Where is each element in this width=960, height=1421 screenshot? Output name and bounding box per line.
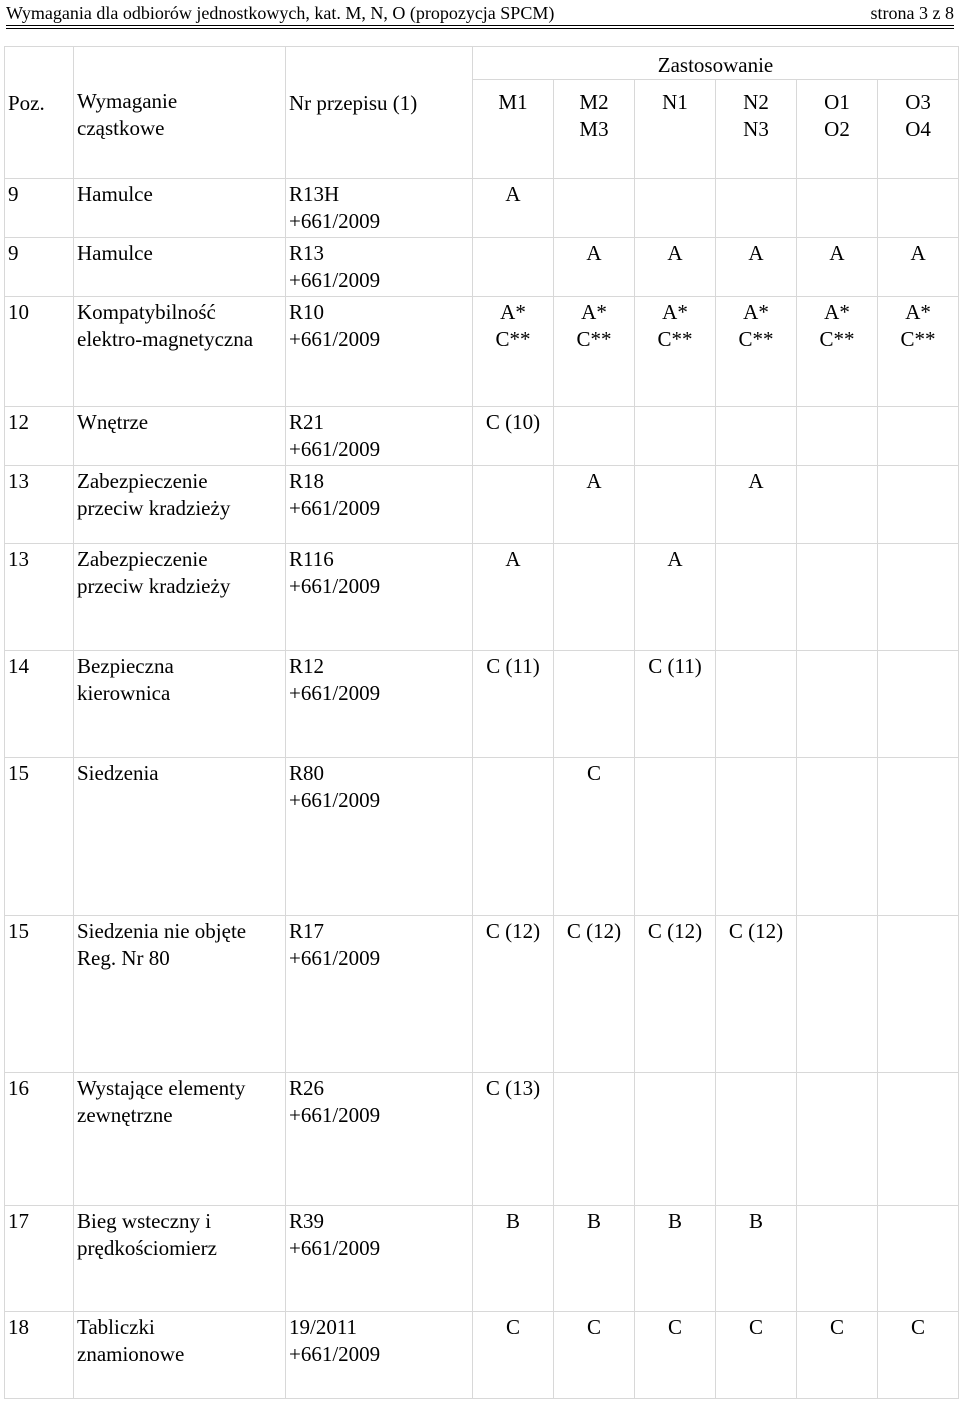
row-requirement: Wystające elementy zewnętrzne	[74, 1073, 286, 1206]
row-application-cell	[878, 758, 959, 916]
row-application-cell	[554, 544, 635, 651]
row-pos: 10	[5, 297, 74, 407]
row-application-cell	[635, 758, 716, 916]
row-application-cell	[716, 651, 797, 758]
row-application-cell	[716, 544, 797, 651]
row-regulation: R17 +661/2009	[286, 916, 473, 1073]
row-requirement: Bezpieczna kierownica	[74, 651, 286, 758]
row-application-cell	[716, 758, 797, 916]
row-pos: 17	[5, 1206, 74, 1312]
table-row	[5, 1312, 959, 1399]
row-application-cell: A* C**	[554, 297, 635, 407]
row-application-cell	[797, 544, 878, 651]
header-category: N1	[635, 80, 716, 179]
row-application-cell	[716, 407, 797, 466]
row-regulation: R26 +661/2009	[286, 1073, 473, 1206]
row-requirement: Tabliczki znamionowe	[74, 1312, 286, 1399]
row-application-cell	[797, 407, 878, 466]
row-application-cell: A* C**	[473, 297, 554, 407]
row-application-cell: A* C**	[797, 297, 878, 407]
row-requirement: Siedzenia	[74, 758, 286, 916]
header-regulation: Nr przepisu (1)	[286, 47, 473, 179]
row-application-cell: A	[473, 179, 554, 238]
row-application-cell: B	[716, 1206, 797, 1312]
row-application-cell	[797, 1073, 878, 1206]
row-application-cell	[635, 466, 716, 544]
row-application-cell	[878, 916, 959, 1073]
table-row	[5, 466, 959, 544]
row-application-cell: C (11)	[473, 651, 554, 758]
table-row	[5, 1073, 959, 1206]
header-category: N2 N3	[716, 80, 797, 179]
row-application-cell	[878, 1206, 959, 1312]
row-application-cell: A	[878, 238, 959, 297]
row-application-cell: A	[635, 544, 716, 651]
row-pos: 12	[5, 407, 74, 466]
table-row	[5, 1206, 959, 1312]
row-application-cell: A* C**	[878, 297, 959, 407]
row-application-cell	[878, 407, 959, 466]
row-application-cell	[878, 179, 959, 238]
row-application-cell	[797, 758, 878, 916]
table-body	[5, 179, 959, 1399]
row-application-cell: C	[797, 1312, 878, 1399]
row-application-cell: C	[635, 1312, 716, 1399]
table-row	[5, 179, 959, 238]
row-application-cell: C (12)	[554, 916, 635, 1073]
row-pos: 16	[5, 1073, 74, 1206]
page-number: strona 3 z 8	[870, 3, 954, 23]
row-application-cell: A* C**	[716, 297, 797, 407]
row-application-cell	[797, 466, 878, 544]
row-application-cell: C (12)	[716, 916, 797, 1073]
header-category: M1	[473, 80, 554, 179]
row-pos: 9	[5, 179, 74, 238]
row-pos: 13	[5, 544, 74, 651]
row-requirement: Hamulce	[74, 238, 286, 297]
table-row	[5, 238, 959, 297]
row-application-cell	[635, 179, 716, 238]
row-application-cell	[554, 407, 635, 466]
row-application-cell: C	[554, 1312, 635, 1399]
row-application-cell	[878, 651, 959, 758]
row-regulation: R13 +661/2009	[286, 238, 473, 297]
row-regulation: R39 +661/2009	[286, 1206, 473, 1312]
header-application: Zastosowanie	[473, 47, 959, 80]
row-application-cell: A* C**	[635, 297, 716, 407]
row-application-cell: C (10)	[473, 407, 554, 466]
row-regulation: R12 +661/2009	[286, 651, 473, 758]
row-regulation: R10 +661/2009	[286, 297, 473, 407]
row-pos: 13	[5, 466, 74, 544]
table-row	[5, 651, 959, 758]
header-rule	[6, 25, 954, 26]
header-category: M2 M3	[554, 80, 635, 179]
row-application-cell	[716, 1073, 797, 1206]
row-regulation: R80 +661/2009	[286, 758, 473, 916]
row-application-cell: C	[716, 1312, 797, 1399]
header-requirement: Wymaganie cząstkowe	[74, 47, 286, 179]
row-application-cell: C (13)	[473, 1073, 554, 1206]
row-regulation: 19/2011 +661/2009	[286, 1312, 473, 1399]
row-requirement: Kompatybilność elektro-magnetyczna	[74, 297, 286, 407]
row-application-cell: B	[473, 1206, 554, 1312]
row-application-cell	[635, 1073, 716, 1206]
row-application-cell: A	[716, 238, 797, 297]
row-requirement: Zabezpieczenie przeciw kradzieży	[74, 544, 286, 651]
row-application-cell	[878, 544, 959, 651]
row-pos: 14	[5, 651, 74, 758]
table-row	[5, 297, 959, 407]
row-application-cell	[473, 466, 554, 544]
row-application-cell	[635, 407, 716, 466]
row-requirement: Wnętrze	[74, 407, 286, 466]
row-application-cell: A	[473, 544, 554, 651]
row-application-cell: C	[878, 1312, 959, 1399]
row-application-cell: C	[554, 758, 635, 916]
row-application-cell	[878, 1073, 959, 1206]
header-category: O1 O2	[797, 80, 878, 179]
row-application-cell: A	[554, 238, 635, 297]
row-application-cell	[797, 179, 878, 238]
row-requirement: Zabezpieczenie przeciw kradzieży	[74, 466, 286, 544]
row-application-cell	[473, 758, 554, 916]
row-requirement: Bieg wsteczny i prędkościomierz	[74, 1206, 286, 1312]
row-application-cell: A	[716, 466, 797, 544]
row-regulation: R116 +661/2009	[286, 544, 473, 651]
row-pos: 9	[5, 238, 74, 297]
row-application-cell: C (12)	[635, 916, 716, 1073]
row-pos: 15	[5, 916, 74, 1073]
row-requirement: Hamulce	[74, 179, 286, 238]
row-application-cell	[554, 1073, 635, 1206]
row-application-cell: A	[635, 238, 716, 297]
table-row	[5, 916, 959, 1073]
row-application-cell	[716, 179, 797, 238]
row-regulation: R13H +661/2009	[286, 179, 473, 238]
row-requirement: Siedzenia nie objęte Reg. Nr 80	[74, 916, 286, 1073]
row-application-cell	[878, 466, 959, 544]
requirements-table	[4, 46, 959, 1399]
row-application-cell	[554, 179, 635, 238]
header-category: O3 O4	[878, 80, 959, 179]
header-pos: Poz.	[5, 47, 74, 179]
row-pos: 15	[5, 758, 74, 916]
row-application-cell	[473, 238, 554, 297]
row-application-cell: A	[554, 466, 635, 544]
row-application-cell	[797, 651, 878, 758]
row-application-cell: C (12)	[473, 916, 554, 1073]
row-application-cell	[797, 916, 878, 1073]
row-pos: 18	[5, 1312, 74, 1399]
row-application-cell: C	[473, 1312, 554, 1399]
header-rule-secondary	[6, 28, 954, 29]
row-application-cell: C (11)	[635, 651, 716, 758]
row-regulation: R18 +661/2009	[286, 466, 473, 544]
row-application-cell: A	[797, 238, 878, 297]
row-application-cell	[554, 651, 635, 758]
table-row	[5, 758, 959, 916]
row-application-cell	[797, 1206, 878, 1312]
page-header	[6, 2, 954, 24]
table-row	[5, 407, 959, 466]
row-application-cell: B	[635, 1206, 716, 1312]
table-row	[5, 544, 959, 651]
row-regulation: R21 +661/2009	[286, 407, 473, 466]
row-application-cell: B	[554, 1206, 635, 1312]
document-title: Wymagania dla odbiorów jednostkowych, kat. M, N, O (propozycja SPCM)	[6, 3, 555, 23]
